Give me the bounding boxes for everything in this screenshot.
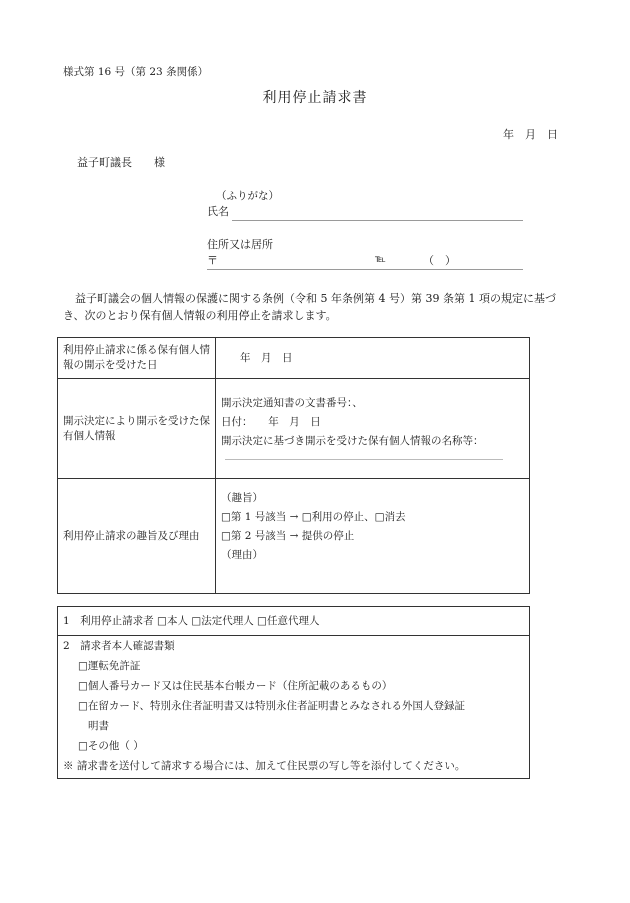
intro-text: 益子町議会の個人情報の保護に関する条例（令和 5 年条例第 4 号）第 39 条第 1 項の規定に基づき、次のとおり保有個人情報の利用停止を請求します。 [63, 292, 556, 322]
name-label: 氏名 [207, 205, 229, 218]
option-item-2-checkbox[interactable]: □第 2 号該当 → 提供の停止 [221, 529, 355, 542]
info-name-field[interactable] [225, 459, 503, 460]
doc-option-checkbox[interactable]: □運転免許証 [78, 660, 141, 672]
table-row [58, 479, 530, 594]
doc-option-checkbox[interactable]: □在留カード、特別永住者証明書又は特別永住者証明書とみなされる外国人登録証 [78, 700, 465, 712]
furigana-label: （ふりがな） [216, 190, 279, 202]
id-documents-cell [58, 636, 530, 779]
disclosed-info-label: 開示決定により開示を受けた保有個人情報 [58, 379, 216, 479]
document-number-field[interactable]: 開示決定通知書の文書番号：、 [221, 396, 363, 409]
purpose-heading: （趣旨） [221, 491, 263, 504]
tel-label: ℡ [375, 254, 386, 265]
id-documents-heading: 2 請求者本人確認書類 [63, 640, 175, 652]
tel-area-code: （ ） [423, 254, 456, 267]
addressee: 益子町議長 様 [77, 156, 165, 169]
postal-mark: 〒 [207, 254, 218, 267]
requester-type-options[interactable]: 1 利用停止請求者 □本人 □法定代理人 □任意代理人 [58, 607, 530, 636]
doc-option-other-checkbox[interactable]: □その他（ ） [78, 740, 144, 752]
table-row [58, 379, 530, 479]
request-details-table [57, 337, 530, 594]
option-item-1-checkbox[interactable]: □第 1 号該当 → □利用の停止、□消去 [221, 510, 406, 523]
page-title: 利用停止請求書 [262, 90, 368, 106]
mailing-note: ※ 請求書を送付して請求する場合には、加えて住民票の写し等を添付してください。 [63, 760, 466, 772]
name-field[interactable] [232, 220, 523, 221]
address-field[interactable] [207, 269, 523, 270]
purpose-reason-label: 利用停止請求の趣旨及び理由 [58, 479, 216, 594]
address-label: 住所又は居所 [207, 238, 273, 251]
decision-date-field[interactable]: 日付： 年 月 日 [221, 415, 321, 428]
table-row [58, 607, 530, 636]
table-row [58, 636, 530, 779]
disclosed-info-cell [216, 379, 530, 479]
form-number: 様式第 16 号（第 23 条関係） [63, 66, 209, 78]
request-date-field[interactable]: 年 月 日 [503, 128, 558, 141]
reason-field[interactable] [221, 565, 524, 584]
reason-heading: （理由） [221, 548, 263, 561]
doc-option-continuation: 明書 [88, 720, 109, 732]
disclosure-date-field[interactable]: 年 月 日 [216, 338, 530, 379]
disclosure-date-label: 利用停止請求に係る保有個人情報の開示を受けた日 [58, 338, 216, 379]
requester-info-table [57, 606, 530, 779]
info-name-label: 開示決定に基づき開示を受けた保有個人情報の名称等： [221, 434, 484, 447]
table-row [58, 338, 530, 379]
purpose-reason-cell [216, 479, 530, 594]
doc-option-checkbox[interactable]: □個人番号カード又は住民基本台帳カード（住所記載のあるもの） [78, 680, 393, 692]
